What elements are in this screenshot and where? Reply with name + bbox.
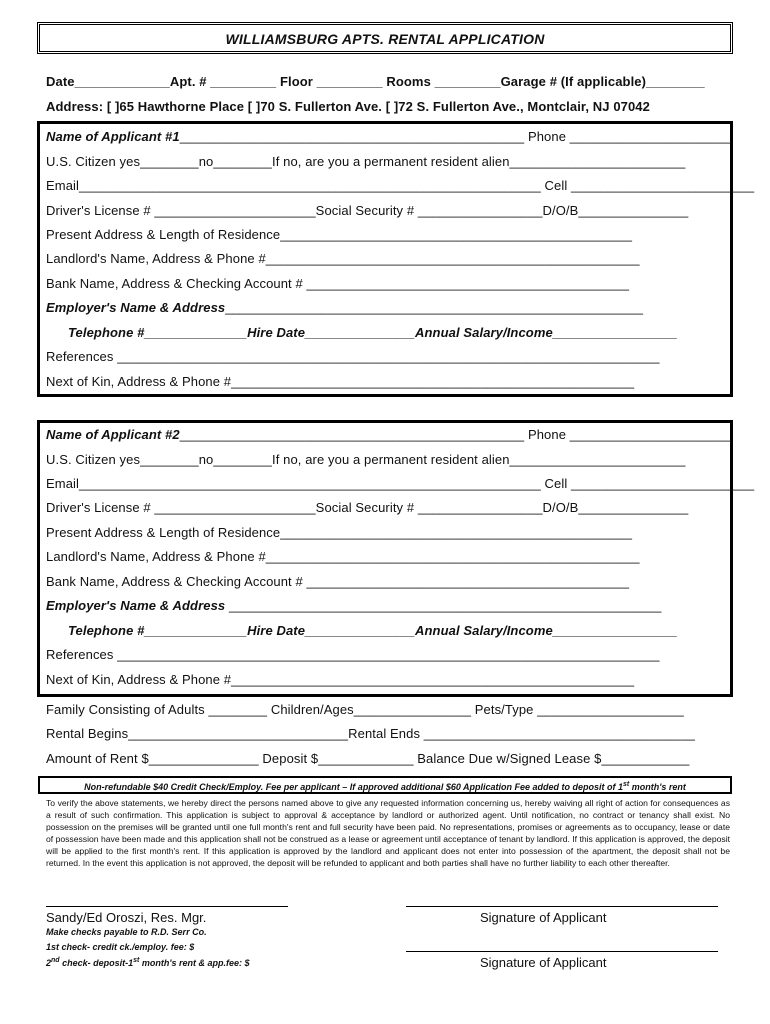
form-title: WILLIAMSBURG APTS. RENTAL APPLICATION — [225, 31, 545, 47]
second-check-note — [46, 957, 250, 968]
applicant-1-kin-line[interactable]: Next of Kin, Address & Phone #_______________________________________________________ — [46, 374, 635, 389]
applicant-1-signature-line[interactable] — [406, 906, 718, 907]
applicant-2-name-line[interactable] — [46, 427, 731, 442]
applicant-2-telephone-line[interactable]: Telephone #______________Hire Date_______________Annual Salary/Income_________________ — [68, 623, 678, 638]
applicant-2-employer-field[interactable]: ___________________________________________________________ — [225, 598, 662, 613]
second-check-sup-b: st — [133, 957, 140, 964]
fee-notice-text: Non-refundable $40 Credit Check/Employ. Fee per applicant – If approved additional $60 Application Fee added to deposit of 1 — [84, 782, 624, 792]
applicant-2-kin-line[interactable]: Next of Kin, Address & Phone #_______________________________________________________ — [46, 672, 635, 687]
second-check-sup-a: nd — [51, 957, 60, 964]
applicant-1-landlord-line[interactable]: Landlord's Name, Address & Phone #___________________________________________________ — [46, 251, 640, 266]
applicant-2-present-address-line[interactable]: Present Address & Length of Residence________________________________________________ — [46, 525, 633, 540]
applicant-2-name-field[interactable]: _______________________________________________ Phone ______________________ — [179, 427, 732, 442]
applicant-1-present-address-line[interactable]: Present Address & Length of Residence________________________________________________ — [46, 227, 633, 242]
applicant-2-landlord-line[interactable]: Landlord's Name, Address & Phone #___________________________________________________ — [46, 549, 640, 564]
rental-dates-line[interactable]: Rental Begins______________________________Rental Ends _____________________________________ — [46, 726, 695, 741]
applicant-1-citizen-line[interactable]: U.S. Citizen yes________no________If no, are you a permanent resident alien________________________ — [46, 154, 686, 169]
address-options-line[interactable]: Address: [ ]65 Hawthorne Place [ ]70 S. Fullerton Ave. [ ]72 S. Fullerton Ave., Montclair, NJ 07042 — [46, 99, 650, 114]
applicant-2-signature-line[interactable] — [406, 951, 718, 952]
checks-payable-note: Make checks payable to R.D. Serr Co. — [46, 927, 207, 937]
fee-notice-tail: month's rent — [629, 782, 686, 792]
fee-notice-sup: st — [623, 781, 630, 788]
applicant-2-name-label: Name of Applicant #2 — [46, 427, 180, 442]
rent-amount-line[interactable]: Amount of Rent $_______________ Deposit $_____________ Balance Due w/Signed Lease $____________ — [46, 751, 690, 766]
first-check-note: 1st check- credit ck./employ. fee: $ — [46, 942, 195, 952]
applicant-1-employer-field[interactable]: _________________________________________________________ — [225, 300, 644, 315]
applicant-2-bank-line[interactable]: Bank Name, Address & Checking Account # ____________________________________________ — [46, 574, 630, 589]
applicant-1-employer-label: Employer's Name & Address — [46, 300, 226, 315]
applicant-2-employer-label: Employer's Name & Address — [46, 598, 226, 613]
applicant-1-references-line[interactable]: References __________________________________________________________________________ — [46, 349, 660, 364]
applicant-2-email-line[interactable]: Email_______________________________________________________________ Cell _________________________ — [46, 476, 755, 491]
applicant-1-license-line[interactable]: Driver's License # ______________________Social Security # _________________D/O/B_______________ — [46, 203, 689, 218]
applicant-2-employer-line[interactable] — [46, 598, 661, 613]
second-check-a: 2 — [46, 958, 52, 968]
signature-label-1: Signature of Applicant — [480, 910, 607, 925]
second-check-c: month's rent & app.fee: $ — [139, 958, 250, 968]
applicant-1-bank-line[interactable]: Bank Name, Address & Checking Account # ____________________________________________ — [46, 276, 630, 291]
terms-paragraph: To verify the above statements, we hereby direct the persons named above to give any requested information concerning us, hereby waiving all right of action for consequences as a result of such confirmation. This application is subject to approval & acceptance by landlord or authorized agent. Until notification, no contract or tenancy shall exist. No possession on the premises will be granted until one full month's rent and full security have been paid. No representations, promises or agreements as to occupancy, lease or date of possession have been made and this application shall not be construed as a lease or agreement until acceptance of tenant by landlord. If this application is approved, the deposit will be applied to the first month's rent. If this application is approved by the landlord and applicant does not enter into possession of the apartment, the deposit shall not be returned. In the event this application is not approved, the deposit will be refunded to applicant and both parties shall have no further liability to each other thereafter. — [46, 798, 730, 869]
manager-signature-line[interactable] — [46, 906, 288, 907]
applicant-1-name-label: Name of Applicant #1 — [46, 129, 180, 144]
family-line[interactable]: Family Consisting of Adults ________ Children/Ages________________ Pets/Type ____________________ — [46, 702, 684, 717]
date-apt-floor-line[interactable]: Date_____________Apt. # _________ Floor _________ Rooms _________Garage # (If applicable)________ — [46, 74, 705, 89]
applicant-2-references-line[interactable]: References __________________________________________________________________________ — [46, 647, 660, 662]
manager-name: Sandy/Ed Oroszi, Res. Mgr. — [46, 910, 207, 925]
applicant-2-license-line[interactable]: Driver's License # ______________________Social Security # _________________D/O/B_______________ — [46, 500, 689, 515]
signature-label-2: Signature of Applicant — [480, 955, 607, 970]
title-box — [37, 22, 733, 54]
applicant-1-employer-line[interactable] — [46, 300, 643, 315]
second-check-b: check- deposit-1 — [59, 958, 134, 968]
applicant-1-name-line[interactable] — [46, 129, 731, 144]
fee-notice — [38, 776, 732, 794]
applicant-1-name-field[interactable]: _______________________________________________ Phone ______________________ — [179, 129, 732, 144]
applicant-1-email-line[interactable]: Email_______________________________________________________________ Cell _________________________ — [46, 178, 755, 193]
applicant-1-telephone-line[interactable]: Telephone #______________Hire Date_______________Annual Salary/Income_________________ — [68, 325, 678, 340]
applicant-2-citizen-line[interactable]: U.S. Citizen yes________no________If no, are you a permanent resident alien________________________ — [46, 452, 686, 467]
